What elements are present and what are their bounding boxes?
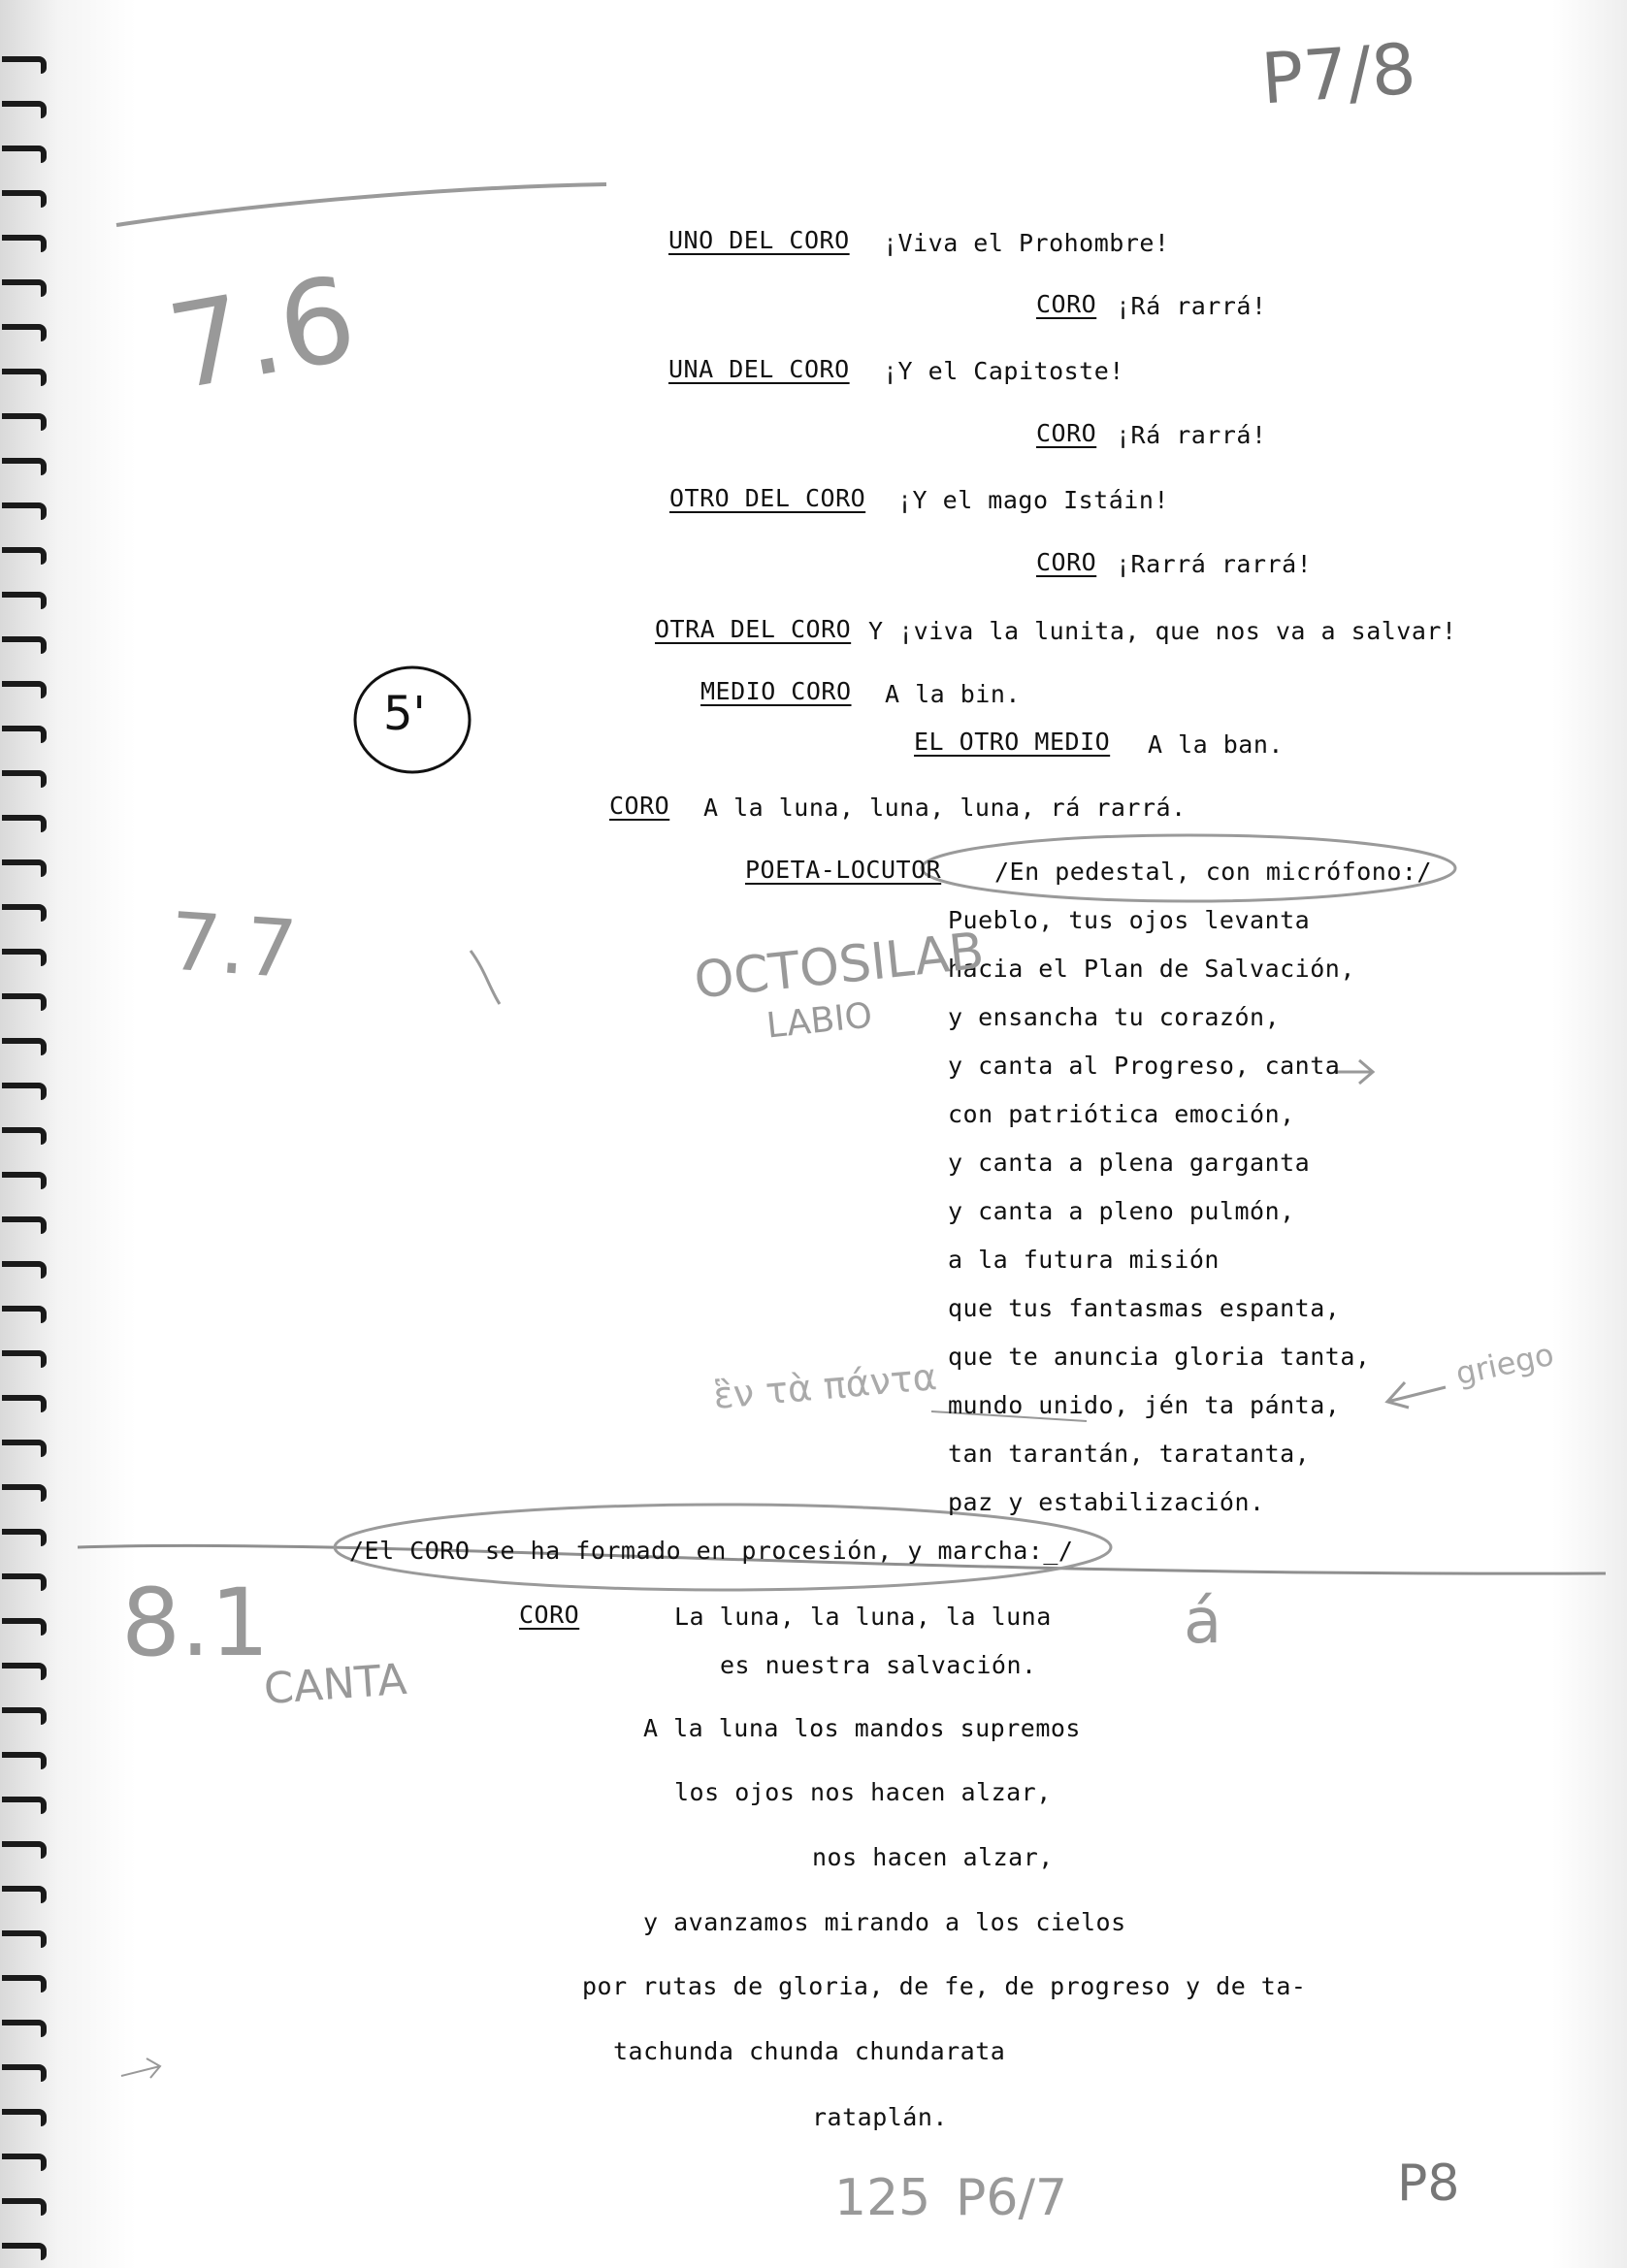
speaker-coro: CORO [1036, 290, 1097, 318]
handwritten-section-7-6: 7.6 [159, 251, 366, 417]
line-rarra-rarra: ¡Rarrá rarrá! [1116, 550, 1313, 578]
poem-line: hacia el Plan de Salvación, [948, 955, 1355, 983]
song-line: rataplán. [812, 2103, 948, 2131]
handwritten-page-ref: P7/8 [1258, 27, 1419, 120]
line-ra-rarra: ¡Rá rarrá! [1116, 292, 1267, 320]
speaker-otro-del-coro: OTRO DEL CORO [669, 484, 866, 512]
handwritten-circled-time: 5' [383, 687, 426, 741]
line-capitoste: ¡Y el Capitoste! [883, 357, 1124, 385]
handwritten-octosilabo: OCTOSILAB [691, 922, 988, 1011]
song-line: tachunda chunda chundarata [613, 2037, 1006, 2065]
speaker-medio-coro: MEDIO CORO [700, 677, 852, 705]
handwritten-section-8-1: 8.1 [121, 1569, 270, 1677]
poem-line: y canta al Progreso, canta [948, 1052, 1341, 1080]
speaker-poeta-locutor: POETA-LOCUTOR [745, 856, 942, 884]
handwritten-canta: CANTA [262, 1654, 408, 1715]
speaker-coro: CORO [1036, 548, 1097, 576]
line-a-la-luna: A la luna, luna, luna, rá rarrá. [703, 794, 1187, 822]
handwritten-labio: LABIO [765, 995, 874, 1047]
line-viva-prohombre: ¡Viva el Prohombre! [883, 229, 1170, 257]
poem-line: mundo unido, jén ta pánta, [948, 1391, 1341, 1419]
handwritten-page-ref-bottom: P6/7 [956, 2169, 1068, 2227]
handwritten-page-ref-right: P8 [1397, 2155, 1460, 2213]
stage-direction-pedestal: /En pedestal, con micrófono:/ [994, 858, 1432, 886]
poem-line: Pueblo, tus ojos levanta [948, 906, 1311, 934]
speaker-coro-song: CORO [519, 1601, 580, 1629]
handwritten-griego: griego [1452, 1335, 1557, 1393]
speaker-otra-del-coro: OTRA DEL CORO [655, 615, 852, 643]
line-mago-istain: ¡Y el mago Istáin! [897, 486, 1169, 514]
song-line: es nuestra salvación. [720, 1651, 1037, 1679]
speaker-una-del-coro: UNA DEL CORO [668, 355, 850, 383]
poem-line: y canta a pleno pulmón, [948, 1197, 1295, 1225]
song-line: los ojos nos hacen alzar, [674, 1778, 1052, 1806]
handwritten-greek: ἓν τὰ πάντα [711, 1355, 939, 1417]
song-line: La luna, la luna, la luna [674, 1603, 1052, 1631]
poem-line: que te anuncia gloria tanta, [948, 1343, 1371, 1371]
poem-line: paz y estabilización. [948, 1488, 1265, 1516]
line-a-la-bin: A la bin. [885, 680, 1021, 708]
poem-line: que tus fantasmas espanta, [948, 1294, 1341, 1322]
poem-line: tan tarantán, taratanta, [948, 1440, 1311, 1468]
poem-line: a la futura misión [948, 1246, 1220, 1274]
stage-direction-procesion: /El CORO se ha formado en procesión, y marcha:_/ [349, 1537, 1074, 1565]
song-line: A la luna los mandos supremos [643, 1714, 1081, 1742]
speaker-coro: CORO [1036, 419, 1097, 447]
poem-line: y canta a plena garganta [948, 1149, 1311, 1177]
speaker-el-otro-medio: EL OTRO MEDIO [914, 728, 1111, 756]
line-ra-rarra: ¡Rá rarrá! [1116, 421, 1267, 449]
handwritten-page-number: 125 [834, 2169, 931, 2227]
song-line: y avanzamos mirando a los cielos [643, 1908, 1126, 1936]
handwritten-accent: á [1184, 1586, 1222, 1658]
speaker-coro: CORO [609, 792, 670, 820]
handwritten-section-7-7: 7.7 [166, 895, 300, 997]
song-line: por rutas de gloria, de fe, de progreso y de ta- [582, 1972, 1307, 2000]
line-a-la-ban: A la ban. [1148, 730, 1284, 759]
speaker-uno-del-coro: UNO DEL CORO [668, 226, 850, 254]
line-viva-lunita: Y ¡viva la lunita, que nos va a salvar! [868, 617, 1457, 645]
poem-line: y ensancha tu corazón, [948, 1003, 1281, 1031]
song-line: nos hacen alzar, [812, 1843, 1054, 1871]
poem-line: con patriótica emoción, [948, 1100, 1295, 1128]
